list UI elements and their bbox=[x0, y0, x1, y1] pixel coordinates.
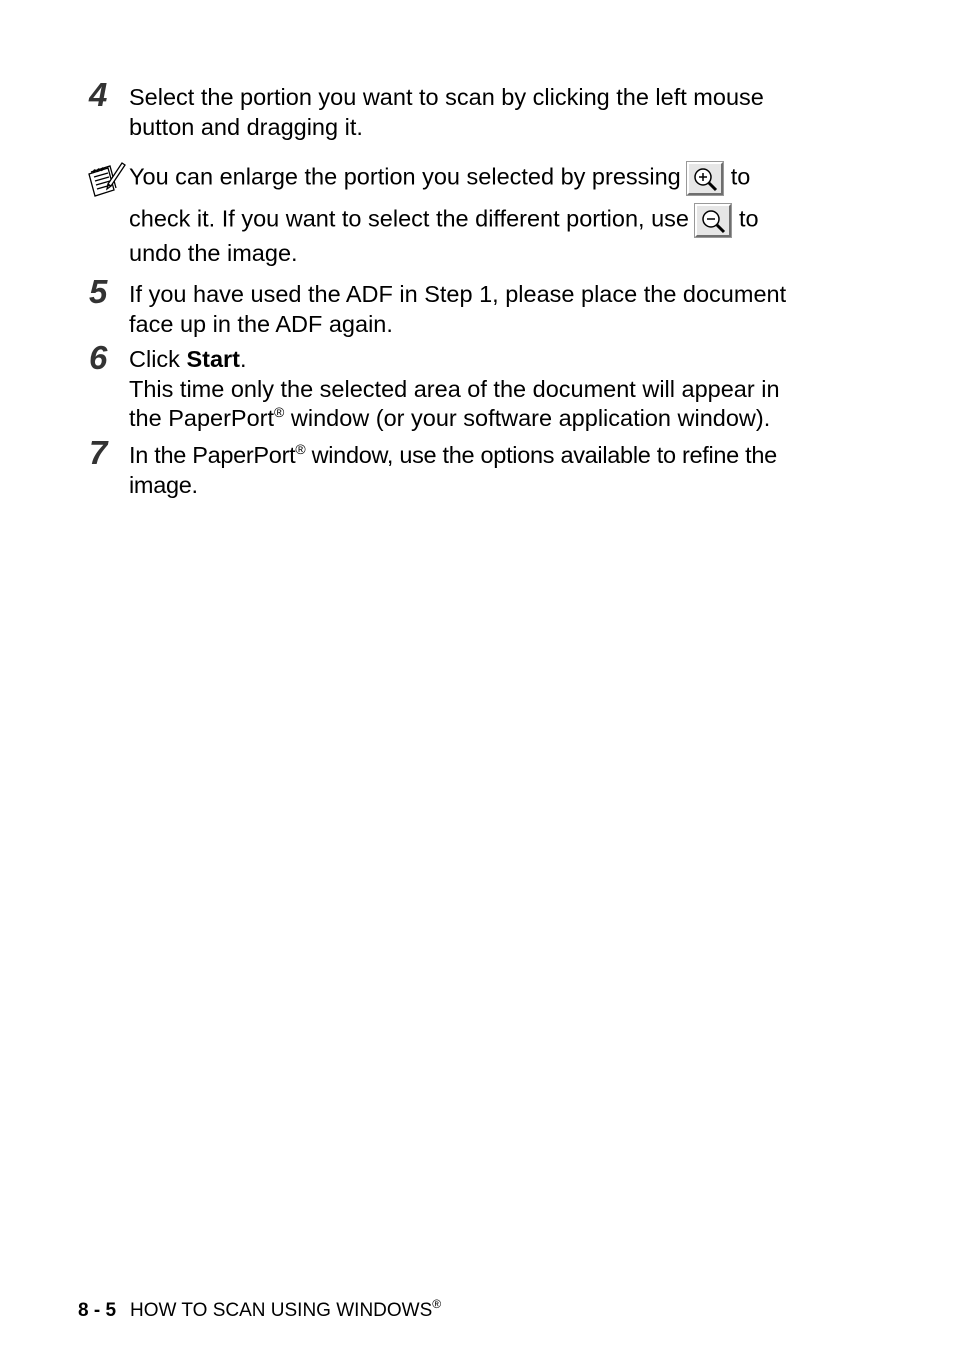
note-line-3: undo the image. bbox=[129, 240, 298, 266]
start-label: Start bbox=[186, 346, 240, 372]
step-5-line-2: face up in the ADF again. bbox=[129, 310, 393, 337]
step-6-text bbox=[129, 345, 829, 434]
step-5-text bbox=[129, 280, 829, 339]
step-4-line-2: button and dragging it. bbox=[129, 113, 363, 140]
step-7-line-1-pre: In the PaperPort bbox=[129, 442, 296, 468]
note-pad-pencil-icon bbox=[86, 160, 126, 200]
step-6-line-1 bbox=[129, 345, 829, 375]
click-prefix: Click bbox=[129, 346, 187, 372]
step-number-5: 5 bbox=[89, 273, 108, 310]
step-6-line-3 bbox=[129, 404, 829, 434]
step-5-line-1: If you have used the ADF in Step 1, please place the document bbox=[129, 281, 787, 307]
step-number-7: 7 bbox=[89, 434, 108, 471]
page-number: 8 - 5 bbox=[78, 1300, 117, 1321]
note-line-2 bbox=[129, 204, 759, 237]
step-4-line-1: Select the portion you want to scan by clicking the left mouse bbox=[129, 84, 764, 110]
note-line-2-text: check it. If you want to select the different portion, use bbox=[129, 205, 689, 232]
note-line-1-to: to bbox=[730, 163, 751, 190]
step-6-line-3-post: window (or your software application window). bbox=[284, 405, 771, 431]
step-6-line-3-pre: the PaperPort bbox=[129, 405, 275, 431]
zoom-in-icon bbox=[687, 162, 723, 195]
registered-mark: ® bbox=[432, 1297, 442, 1311]
note-line-1-text: You can enlarge the portion you selected by pressing bbox=[129, 163, 681, 190]
step-7-line-1 bbox=[129, 441, 829, 471]
step-7-line-2: image. bbox=[129, 471, 198, 498]
step-7-text bbox=[129, 441, 829, 500]
step-number-4: 4 bbox=[89, 76, 108, 113]
page-footer bbox=[78, 1297, 442, 1322]
step-6-line-2: This time only the selected area of the document will appear in bbox=[129, 375, 780, 402]
note-line-2-to: to bbox=[738, 205, 759, 232]
chapter-title: HOW TO SCAN USING WINDOWS bbox=[130, 1300, 433, 1321]
registered-mark: ® bbox=[274, 404, 285, 420]
click-suffix: . bbox=[240, 346, 247, 372]
zoom-out-icon bbox=[695, 204, 731, 237]
registered-mark: ® bbox=[295, 441, 306, 457]
step-number-6: 6 bbox=[89, 339, 108, 376]
step-7-line-1-post: window, use the options available to refine the bbox=[305, 442, 777, 468]
note-line-1 bbox=[129, 162, 750, 195]
step-4-text bbox=[129, 83, 829, 142]
